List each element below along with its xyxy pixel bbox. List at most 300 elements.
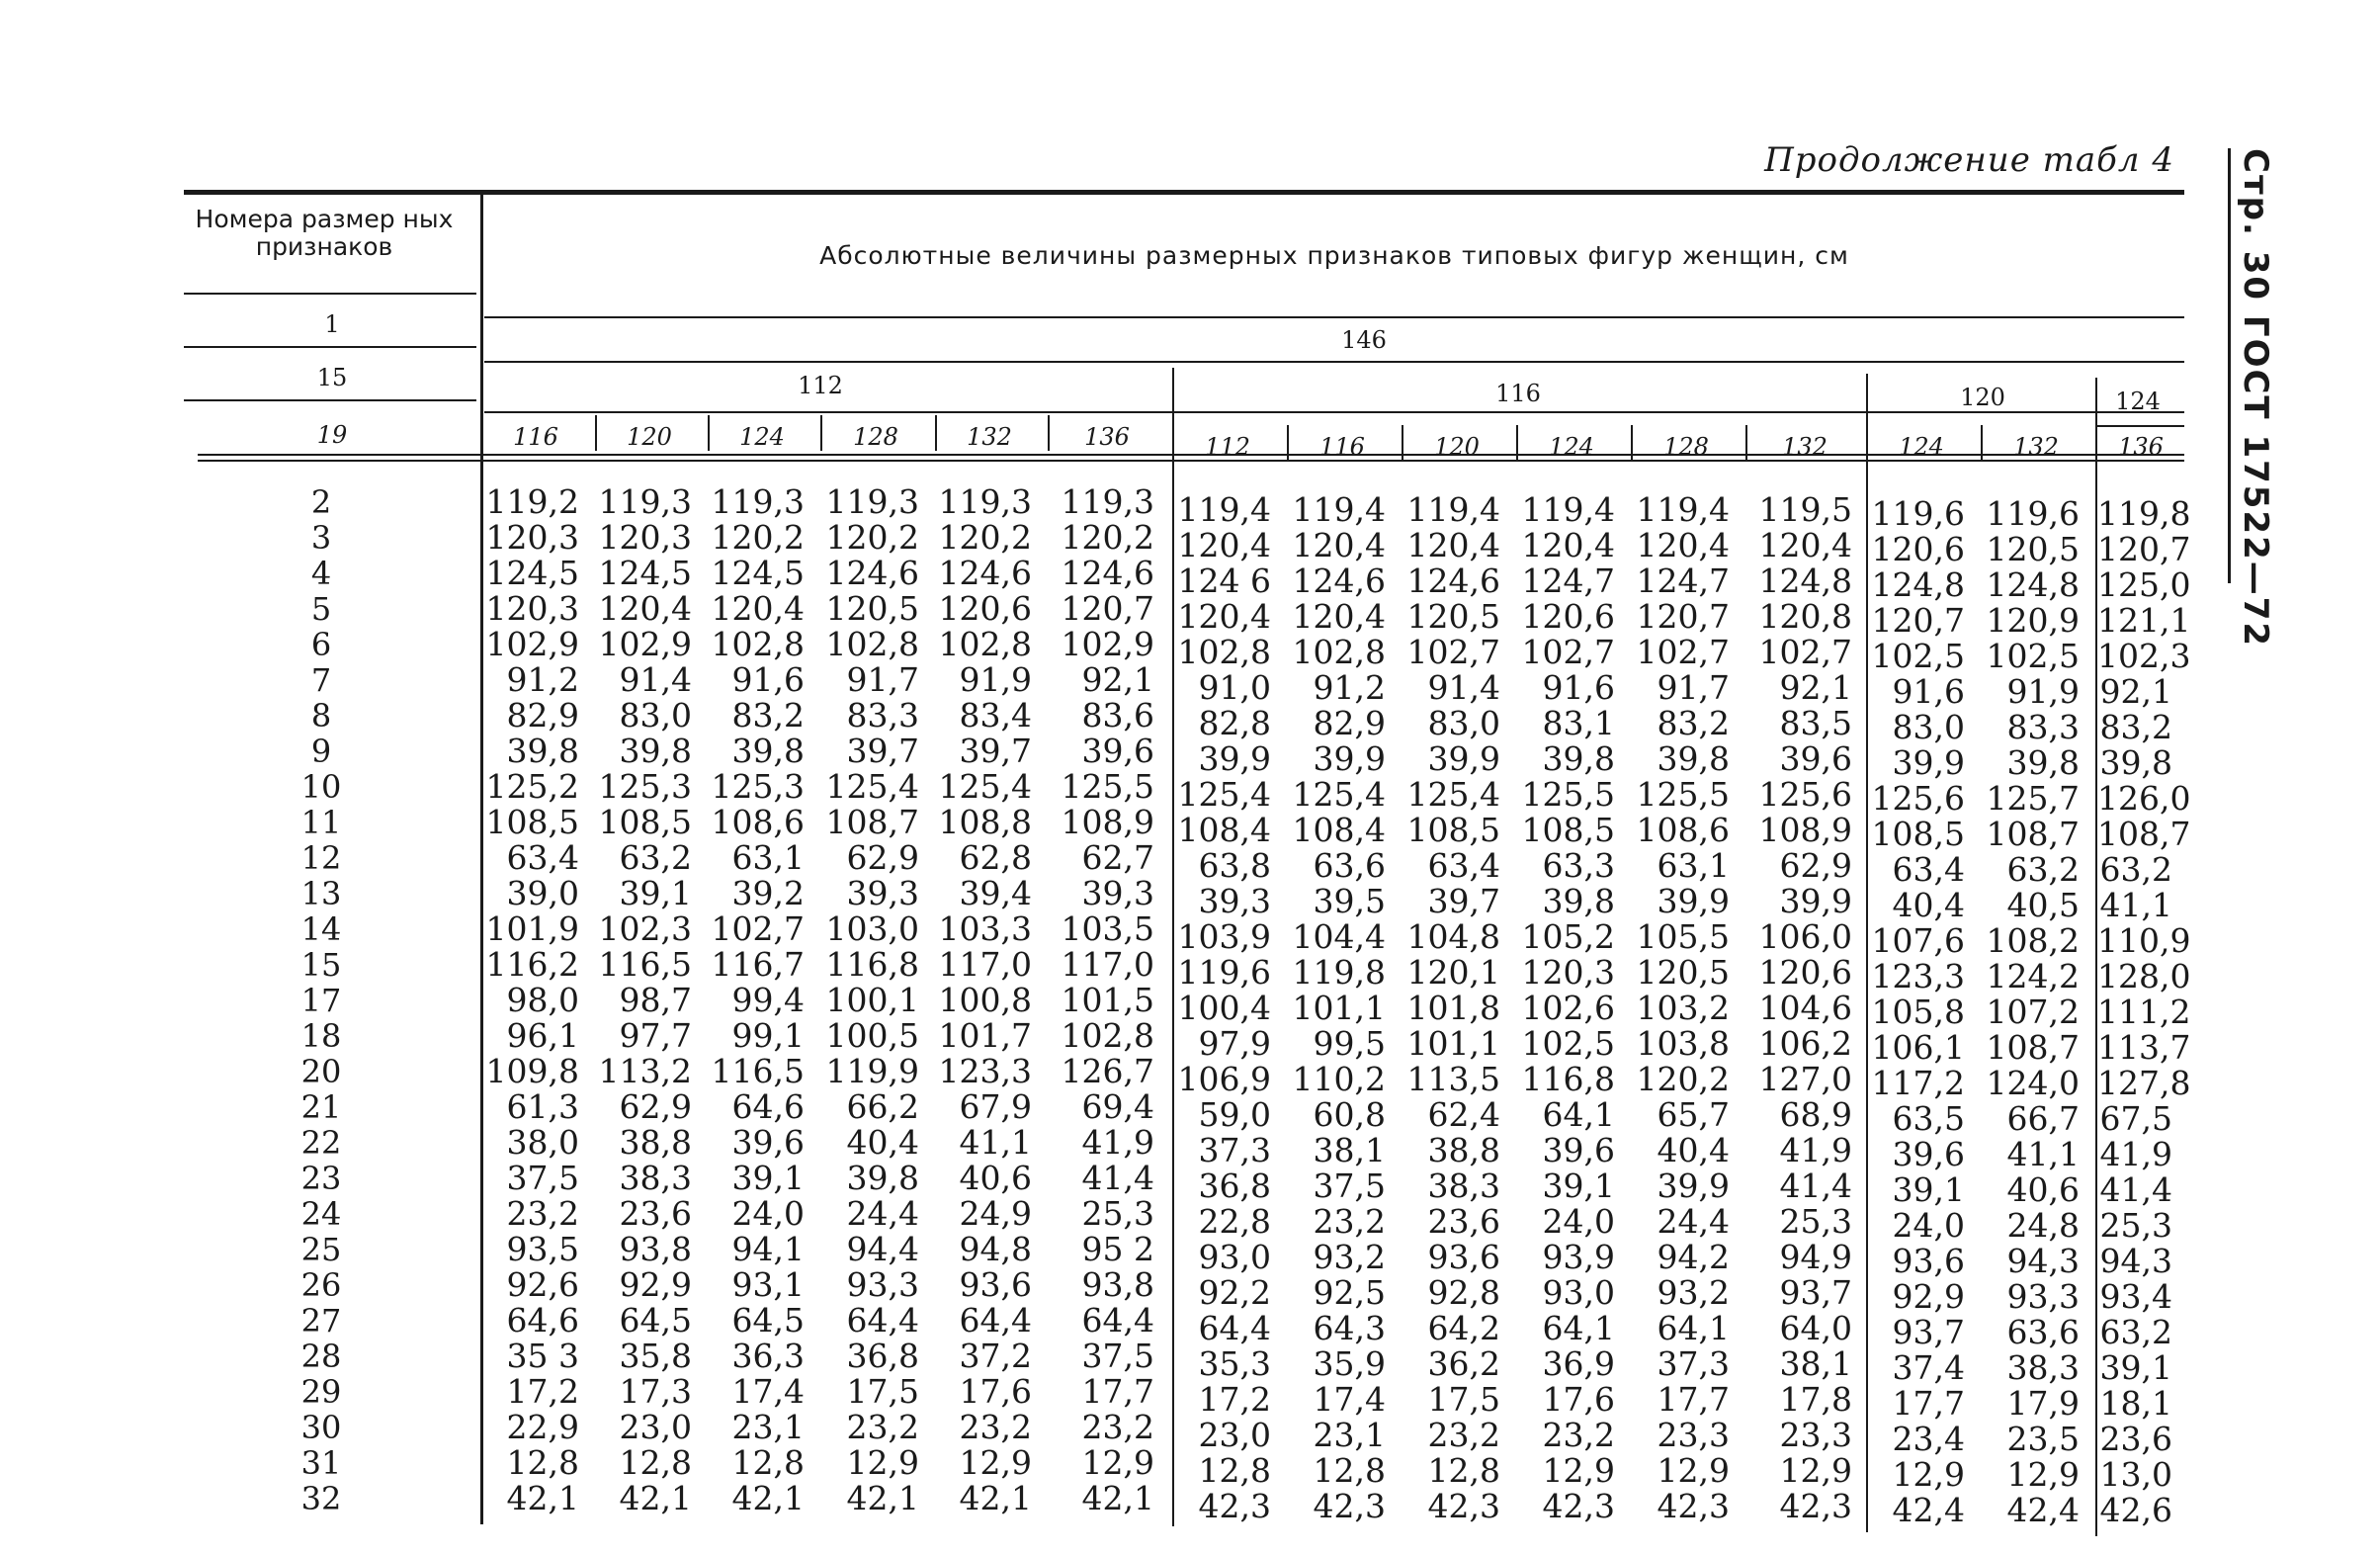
table-cell: 94,3 [2099,1242,2172,1280]
data-column [1981,496,2080,1528]
table-cell: 91,9 [959,660,1032,699]
table-cell: 83,2 [731,696,805,734]
table-cell: 102,5 [1521,1024,1615,1063]
table-cell: 102,9 [485,625,579,663]
table-cell: 64,0 [1779,1309,1852,1347]
table-cell: 23,2 [1313,1202,1386,1241]
table-cell: 12,9 [1657,1451,1730,1490]
table-cell: 117,2 [1871,1064,1965,1102]
table-cell: 23,5 [2006,1420,2080,1458]
table-cell: 41,4 [1779,1166,1852,1205]
table-cell: 67,5 [2099,1099,2172,1138]
table-cell: 110,2 [1292,1060,1386,1098]
table-cell: 120,4 [598,589,692,628]
table-cell: 103,8 [1636,1024,1730,1063]
table-cell: 39,1 [731,1159,805,1197]
table-cell: 120,5 [1986,530,2080,568]
table-cell: 39,9 [1427,739,1500,778]
table-cell: 38,1 [1313,1131,1386,1169]
table-cell: 36,8 [1198,1166,1271,1205]
table-cell: 17,7 [1081,1372,1154,1411]
table-cell: 120,1 [1406,953,1500,992]
table-cell: 120,3 [485,518,579,557]
table-cell: 37,3 [1198,1131,1271,1169]
table-cell: 102,9 [1061,625,1154,663]
table-cell: 106,2 [1758,1024,1852,1063]
data-column [595,484,692,1516]
table-cell: 95 2 [1081,1230,1154,1268]
table-cell: 63,5 [1892,1099,1965,1138]
table-cell: 39,7 [1427,882,1500,920]
table-cell: 25,3 [1081,1194,1154,1233]
table-cell: 37,2 [959,1337,1032,1375]
table-cell: 120,7 [1061,589,1154,628]
table-cell: 120,4 [1636,526,1730,564]
table-cell: 104,8 [1406,917,1500,956]
table-cell: 61,3 [506,1087,579,1126]
table-cell: 119,4 [1406,490,1500,529]
table-cell: 40,4 [1892,886,1965,924]
table-cell: 125,0 [2097,565,2191,604]
table-cell: 119,4 [1636,490,1730,529]
row-number: 31 [300,1444,342,1482]
row-number: 12 [300,839,342,877]
table-cell: 23,3 [1779,1416,1852,1454]
table-cell: 105,2 [1521,917,1615,956]
table-cell: 102,5 [1986,637,2080,675]
table-cell: 62,9 [619,1087,692,1126]
row-number: 32 [300,1480,342,1517]
data-column [708,484,805,1516]
table-cell: 38,3 [1427,1166,1500,1205]
table-cell: 120,3 [1521,953,1615,992]
table-cell: 63,4 [506,838,579,877]
table-cell: 125,3 [711,767,805,806]
row-number: 22 [300,1124,342,1162]
subgroup-label: 132 [967,423,1012,451]
subgroup-label: 120 [1434,433,1480,461]
table-cell: 91,4 [1427,668,1500,707]
table-cell: 120,6 [1871,530,1965,568]
column-divider [820,415,822,451]
table-cell: 23,1 [1313,1416,1386,1454]
table-cell: 119,8 [1292,953,1386,992]
table-cell: 125,3 [598,767,692,806]
table-cell: 125,5 [1521,775,1615,814]
table-cell: 39,9 [1657,1166,1730,1205]
subgroup-label: 116 [513,423,558,451]
table-cell: 42,3 [1313,1487,1386,1525]
table-cell: 109,8 [485,1052,579,1090]
table-cell: 124,5 [485,554,579,592]
table-cell: 41,1 [2006,1135,2080,1173]
table-cell: 91,9 [2006,672,2080,711]
table-cell: 17,7 [1657,1380,1730,1419]
table-cell: 39,8 [1542,882,1615,920]
column-divider [1287,425,1289,461]
table-cell: 108,9 [1758,811,1852,849]
table-cell: 108,7 [825,803,919,841]
table-cell: 39,9 [1892,743,1965,782]
table-cell: 62,4 [1427,1095,1500,1134]
table-cell: 39,8 [1542,739,1615,778]
table-cell: 82,9 [506,696,579,734]
table-cell: 13,0 [2099,1455,2172,1494]
table-cell: 40,6 [2006,1170,2080,1209]
table-cell: 17,8 [1779,1380,1852,1419]
table-cell: 65,7 [1657,1095,1730,1134]
table-cell: 39,8 [2006,743,2080,782]
table-cell: 124,6 [938,554,1032,592]
table-cell: 101,9 [485,909,579,948]
table-cell: 63,2 [2099,1313,2172,1351]
table-cell: 93,9 [1542,1238,1615,1276]
row-number: 14 [300,910,342,948]
group-label-120: 120 [1960,384,2005,411]
table-cell: 92,5 [1313,1273,1386,1312]
table-cell: 12,9 [1779,1451,1852,1490]
table-cell: 39,6 [1892,1135,1965,1173]
table-cell: 41,4 [2099,1170,2172,1209]
table-cell: 23,2 [1542,1416,1615,1454]
subgroup-label: 132 [1782,433,1828,461]
column-divider [1516,425,1518,461]
subgroup-label: 128 [853,423,898,451]
row-key-15: 15 [316,364,348,391]
table-cell: 93,6 [1892,1242,1965,1280]
table-cell: 108,4 [1177,811,1271,849]
table-cell: 64,1 [1657,1309,1730,1347]
table-cell: 39,2 [731,874,805,912]
table-cell: 127,8 [2097,1064,2191,1102]
row-number: 18 [300,1017,342,1055]
table-cell: 23,3 [1657,1416,1730,1454]
column-divider [1981,425,1983,461]
table-cell: 120,4 [1292,526,1386,564]
table-cell: 119,2 [485,482,579,521]
row-number: 21 [300,1088,342,1126]
table-cell: 127,0 [1758,1060,1852,1098]
table-cell: 102,7 [1758,633,1852,671]
table-cell: 119,6 [1177,953,1271,992]
table-cell: 64,1 [1542,1309,1615,1347]
table-cell: 41,9 [1779,1131,1852,1169]
table-cell: 42,3 [1427,1487,1500,1525]
table-cell: 36,3 [731,1337,805,1375]
data-column [1631,492,1730,1524]
table-cell: 42,1 [619,1479,692,1517]
table-cell: 92,6 [506,1265,579,1304]
table-cell: 110,9 [2097,921,2191,960]
table-cell: 12,8 [1427,1451,1500,1490]
table-cell: 12,9 [1892,1455,1965,1494]
table-cell: 120,7 [2097,530,2191,568]
table-cell: 39,7 [959,732,1032,770]
table-cell: 120,5 [825,589,919,628]
table-cell: 39,9 [1313,739,1386,778]
table-cell: 63,2 [619,838,692,877]
table-cell: 120,5 [1406,597,1500,636]
table-cell: 64,2 [1427,1309,1500,1347]
table-cell: 101,7 [938,1016,1032,1055]
row-key-19: 19 [316,421,348,449]
table-cell: 39,6 [1779,739,1852,778]
rule-under-left-title [184,293,476,295]
table-cell: 39,3 [846,874,919,912]
row-number: 7 [310,661,332,699]
table-cell: 91,4 [619,660,692,699]
continuation-title: Продолжение табл 4 [1764,140,2174,180]
row-number: 26 [300,1266,342,1304]
row-number: 27 [300,1302,342,1339]
table-cell: 92,2 [1198,1273,1271,1312]
table-cell: 102,8 [711,625,805,663]
table-cell: 36,9 [1542,1344,1615,1383]
table-cell: 42,3 [1657,1487,1730,1525]
column-divider [1745,425,1747,461]
table-cell: 120,2 [1061,518,1154,557]
table-cell: 24,4 [846,1194,919,1233]
table-cell: 64,4 [846,1301,919,1339]
table-cell: 83,4 [959,696,1032,734]
table-cell: 120,2 [1636,1060,1730,1098]
table-cell: 42,4 [2006,1491,2080,1529]
table-cell: 93,2 [1657,1273,1730,1312]
data-column [1745,492,1852,1524]
table-cell: 22,8 [1198,1202,1271,1241]
subgroup-label: 124 [739,423,785,451]
table-cell: 120,4 [1292,597,1386,636]
row-key-1: 1 [324,310,340,338]
table-cell: 96,1 [506,1016,579,1055]
table-cell: 101,8 [1406,989,1500,1027]
table-cell: 64,3 [1313,1309,1386,1347]
table-cell: 24,0 [1542,1202,1615,1241]
data-column [480,484,579,1516]
table-cell: 94,3 [2006,1242,2080,1280]
table-cell: 40,4 [846,1123,919,1162]
table-cell: 36,8 [846,1337,919,1375]
table-cell: 39,6 [1542,1131,1615,1169]
table-cell: 128,0 [2097,957,2191,995]
table-cell: 39,6 [1081,732,1154,770]
table-cell: 93,3 [2006,1277,2080,1316]
table-cell: 125,4 [1406,775,1500,814]
table-cell: 39,8 [731,732,805,770]
subgroup-label: 124 [1549,433,1594,461]
table-cell: 37,3 [1657,1344,1730,1383]
table-cell: 12,8 [619,1443,692,1482]
table-cell: 100,8 [938,981,1032,1019]
subgroup-label: 116 [1319,433,1365,461]
table-cell: 39,8 [1657,739,1730,778]
table-cell: 117,0 [938,945,1032,984]
data-column [2097,494,2191,1529]
table-cell: 104,6 [1758,989,1852,1027]
row-number: 4 [310,555,332,592]
subgroup-label: 132 [2013,433,2059,461]
level1-value: 146 [1341,326,1387,354]
table-cell: 106,1 [1871,1028,1965,1067]
table-cell: 101,1 [1292,989,1386,1027]
table-cell: 67,9 [959,1087,1032,1126]
table-cell: 39,4 [959,874,1032,912]
table-cell: 83,0 [619,696,692,734]
table-cell: 119,3 [1061,482,1154,521]
table-cell: 82,8 [1198,704,1271,742]
table-cell: 42,3 [1198,1487,1271,1525]
table-cell: 17,9 [2006,1384,2080,1423]
table-cell: 101,1 [1406,1024,1500,1063]
table-cell: 40,4 [1657,1131,1730,1169]
table-cell: 17,4 [1313,1380,1386,1419]
table-cell: 102,9 [598,625,692,663]
table-cell: 124,5 [711,554,805,592]
table-cell: 100,4 [1177,989,1271,1027]
table-cell: 119,4 [1521,490,1615,529]
row-number: 15 [300,946,342,984]
table-cell: 93,6 [1427,1238,1500,1276]
table-cell: 91,2 [1313,668,1386,707]
table-cell: 108,8 [938,803,1032,841]
table-cell: 113,7 [2097,1028,2191,1067]
table-cell: 22,9 [506,1408,579,1446]
table-cell: 23,0 [619,1408,692,1446]
top-rule [184,190,2184,195]
table-cell: 91,6 [731,660,805,699]
table-cell: 42,1 [846,1479,919,1517]
table-cell: 108,5 [1871,815,1965,853]
table-cell: 42,4 [1892,1491,1965,1529]
table-cell: 66,2 [846,1087,919,1126]
left-header-title: Номера размер ных признаков [195,205,454,261]
table-cell: 42,1 [959,1479,1032,1517]
table-cell: 83,2 [1657,704,1730,742]
rule-under-main-title [484,316,2184,318]
table-cell: 120,2 [938,518,1032,557]
table-cell: 104,4 [1292,917,1386,956]
table-cell: 63,8 [1198,846,1271,885]
table-cell: 108,5 [1406,811,1500,849]
table-cell: 105,5 [1636,917,1730,956]
row-number: 25 [300,1231,342,1268]
table-cell: 119,6 [1871,494,1965,533]
group-underline-124 [2097,425,2184,427]
table-cell: 125,4 [938,767,1032,806]
page-label [2236,148,2275,648]
table-cell: 116,5 [711,1052,805,1090]
row-number: 9 [310,733,332,770]
table-cell: 24,9 [959,1194,1032,1233]
data-column [1402,492,1500,1524]
row-number: 10 [300,768,342,806]
table-cell: 102,3 [2097,637,2191,675]
subgroup-label: 112 [1205,433,1250,461]
table-cell: 93,5 [506,1230,579,1268]
table-cell: 91,7 [1657,668,1730,707]
row-number: 11 [300,804,342,841]
table-cell: 63,1 [1657,846,1730,885]
subgroup-label: 136 [1084,423,1130,451]
table-cell: 38,3 [2006,1348,2080,1387]
table-cell: 39,1 [619,874,692,912]
table-cell: 23,1 [731,1408,805,1446]
data-column [820,484,919,1516]
table-cell: 93,0 [1198,1238,1271,1276]
table-cell: 108,7 [1986,815,2080,853]
table-cell: 99,4 [731,981,805,1019]
table-cell: 83,3 [846,696,919,734]
table-cell: 40,6 [959,1159,1032,1197]
table-cell: 100,5 [825,1016,919,1055]
table-cell: 120,2 [825,518,919,557]
table-cell: 17,2 [506,1372,579,1411]
row-number: 17 [300,982,342,1019]
table-cell: 113,2 [598,1052,692,1090]
table-cell: 125,4 [1292,775,1386,814]
table-cell: 69,4 [1081,1087,1154,1126]
rule-under-key-1 [184,346,476,348]
table-cell: 23,0 [1198,1416,1271,1454]
table-cell: 102,7 [1406,633,1500,671]
column-divider [1631,425,1633,461]
table-cell: 42,3 [1779,1487,1852,1525]
table-cell: 40,5 [2006,886,2080,924]
table-cell: 94,9 [1779,1238,1852,1276]
table-cell: 124,8 [1986,565,2080,604]
table-cell: 38,8 [619,1123,692,1162]
data-column [1866,496,1965,1528]
subgroup-label: 128 [1663,433,1709,461]
table-cell: 35,3 [1198,1344,1271,1383]
table-cell: 41,9 [2099,1135,2172,1173]
column-divider [1402,425,1403,461]
table-cell: 64,1 [1542,1095,1615,1134]
table-cell: 64,6 [506,1301,579,1339]
table-cell: 92,9 [1892,1277,1965,1316]
table-cell: 116,5 [598,945,692,984]
table-cell: 108,9 [1061,803,1154,841]
table-cell: 63,2 [2099,850,2172,889]
table-cell: 64,5 [731,1301,805,1339]
table-cell: 120,4 [711,589,805,628]
table-cell: 39,8 [846,1159,919,1197]
table-cell: 124,7 [1636,562,1730,600]
table-cell: 91,6 [1542,668,1615,707]
table-cell: 23,2 [959,1408,1032,1446]
table-cell: 91,0 [1198,668,1271,707]
table-cell: 83,2 [2099,708,2172,746]
table-cell: 35,8 [619,1337,692,1375]
table-cell: 39,3 [1081,874,1154,912]
table-cell: 105,8 [1871,993,1965,1031]
table-cell: 93,1 [731,1265,805,1304]
table-cell: 120,3 [598,518,692,557]
table-cell: 64,4 [959,1301,1032,1339]
table-cell: 102,8 [825,625,919,663]
row-number: 24 [300,1195,342,1233]
table-cell: 121,1 [2097,601,2191,640]
side-rule [2228,148,2231,583]
table-cell: 124,8 [1871,565,1965,604]
table-cell: 38,3 [619,1159,692,1197]
table-cell: 93,7 [1779,1273,1852,1312]
table-cell: 119,3 [825,482,919,521]
table-cell: 120,9 [1986,601,2080,640]
row-number: 29 [300,1373,342,1411]
table-cell: 63,2 [2006,850,2080,889]
row-number: 23 [300,1160,342,1197]
